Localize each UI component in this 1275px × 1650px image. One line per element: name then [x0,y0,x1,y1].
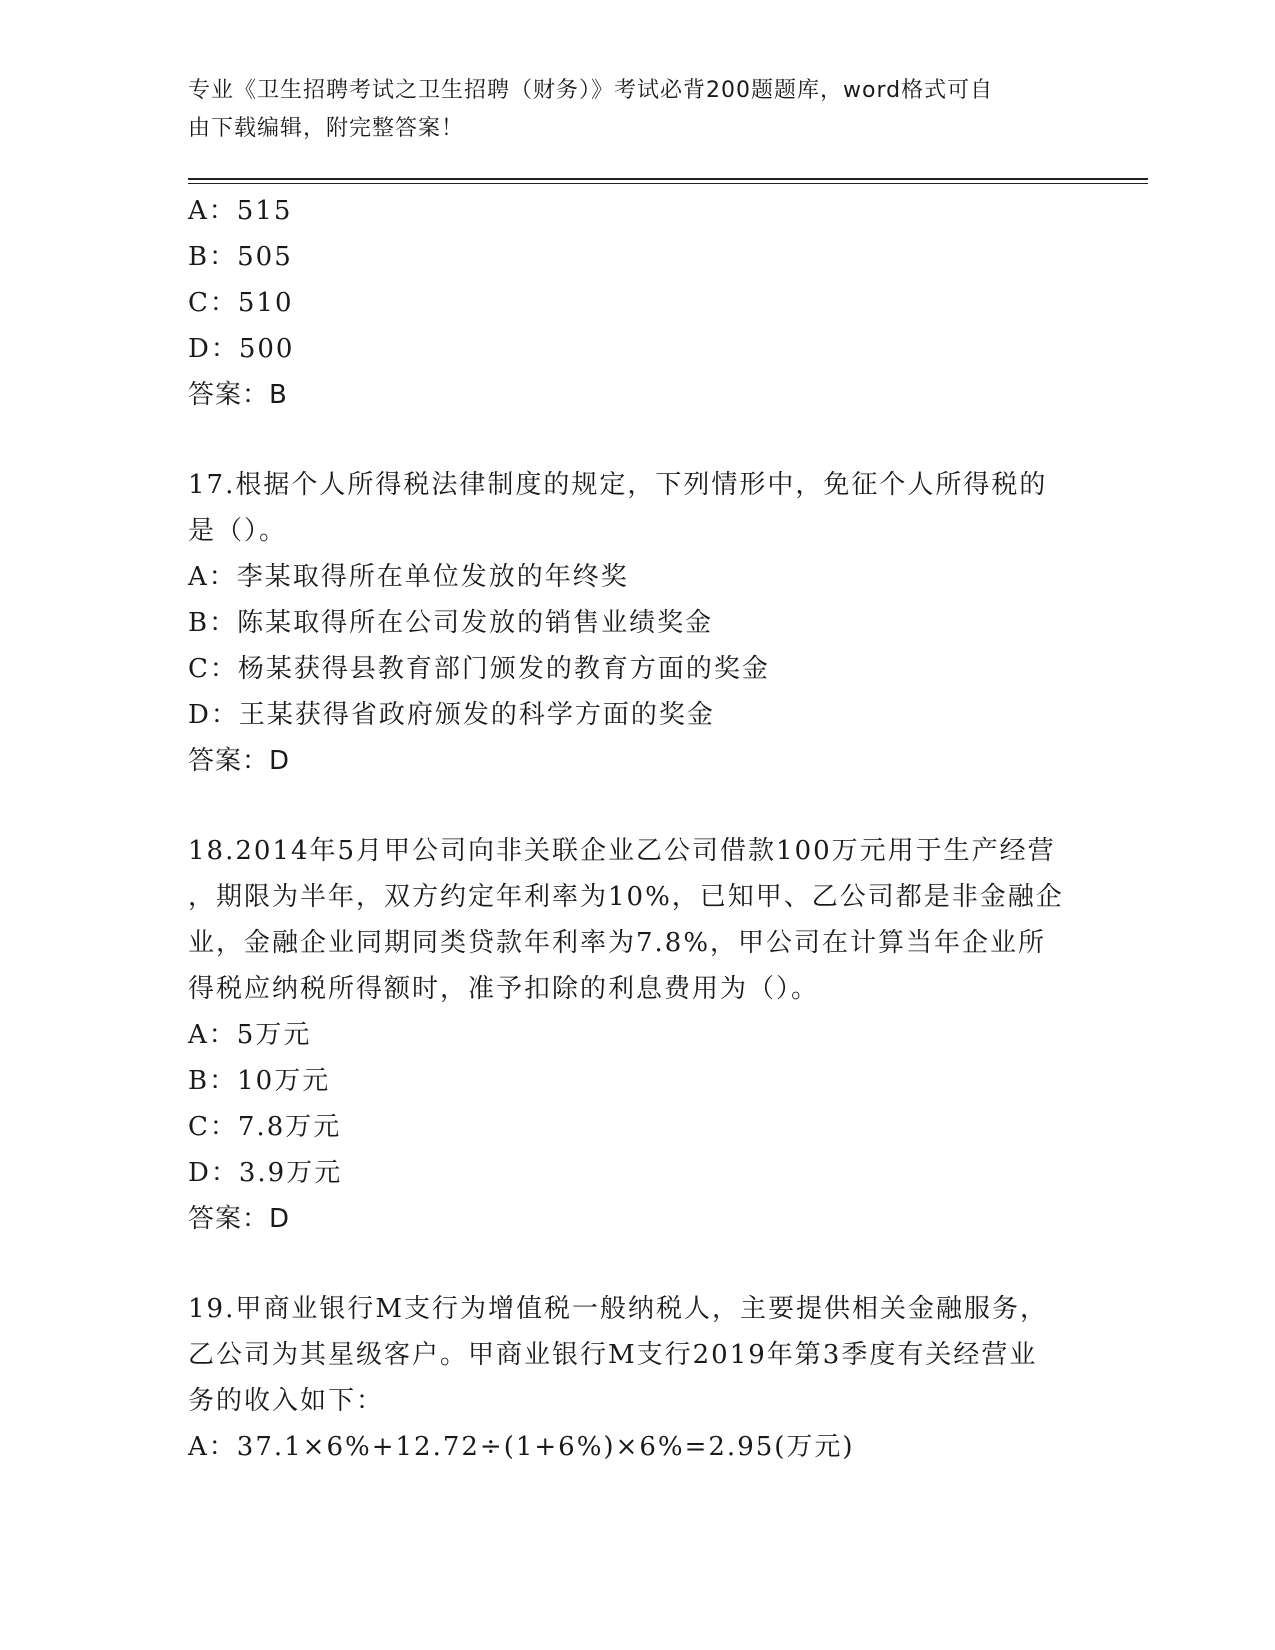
question-stem-line: 是（）。 [188,516,288,546]
header-divider-thin [188,183,1148,184]
option-a: A：37.1×6%+12.72÷(1+6%)×6%=2.95(万元) [188,1432,855,1462]
option-a: A：李某取得所在单位发放的年终奖 [188,562,629,592]
option-b: B：10万元 [188,1066,331,1096]
previous-question-options [188,188,1088,418]
question-stem-line: 业，金融企业同期同类贷款年利率为7.8%，甲公司在计算当年企业所 [188,928,1047,958]
option-c: C：510 [188,288,294,318]
document-header [188,72,1068,148]
question-content [188,188,1088,1470]
question-19 [188,1286,1088,1470]
option-d: D：3.9万元 [188,1158,343,1188]
option-b: B：陈某取得所在公司发放的销售业绩奖金 [188,608,714,638]
option-d: D：王某获得省政府颁发的科学方面的奖金 [188,700,715,730]
option-c: C：杨某获得县教育部门颁发的教育方面的奖金 [188,654,770,684]
header-line-2: 由下载编辑，附完整答案！ [188,116,465,141]
answer-line: 答案：D [188,1204,291,1234]
question-stem-line: 19.甲商业银行M支行为增值税一般纳税人，主要提供相关金融服务， [188,1294,1048,1324]
spacer [188,418,1088,462]
question-stem-line: 务的收入如下： [188,1386,385,1416]
answer-line: 答案：B [188,380,288,410]
spacer [188,1242,1088,1286]
option-a: A：5万元 [188,1020,312,1050]
option-a: A：515 [188,196,293,226]
option-b: B：505 [188,242,293,272]
question-stem-line: 得税应纳税所得额时，准予扣除的利息费用为（）。 [188,974,820,1004]
question-17 [188,462,1088,784]
answer-line: 答案：D [188,746,291,776]
question-18 [188,828,1088,1242]
header-line-1: 专业《卫生招聘考试之卫生招聘（财务）》考试必背200题题库，word格式可自 [188,78,994,103]
spacer [188,784,1088,828]
question-stem-line: ，期限为半年，双方约定年利率为10%，已知甲、乙公司都是非金融企 [188,882,1064,912]
question-stem-line: 18.2014年5月甲公司向非关联企业乙公司借款100万元用于生产经营 [188,836,1056,866]
header-divider-thick [188,178,1148,180]
question-stem-line: 17.根据个人所得税法律制度的规定，下列情形中，免征个人所得税的 [188,470,1048,500]
question-stem-line: 乙公司为其星级客户。甲商业银行M支行2019年第3季度有关经营业 [188,1340,1038,1370]
option-c: C：7.8万元 [188,1112,342,1142]
option-d: D：500 [188,334,295,364]
